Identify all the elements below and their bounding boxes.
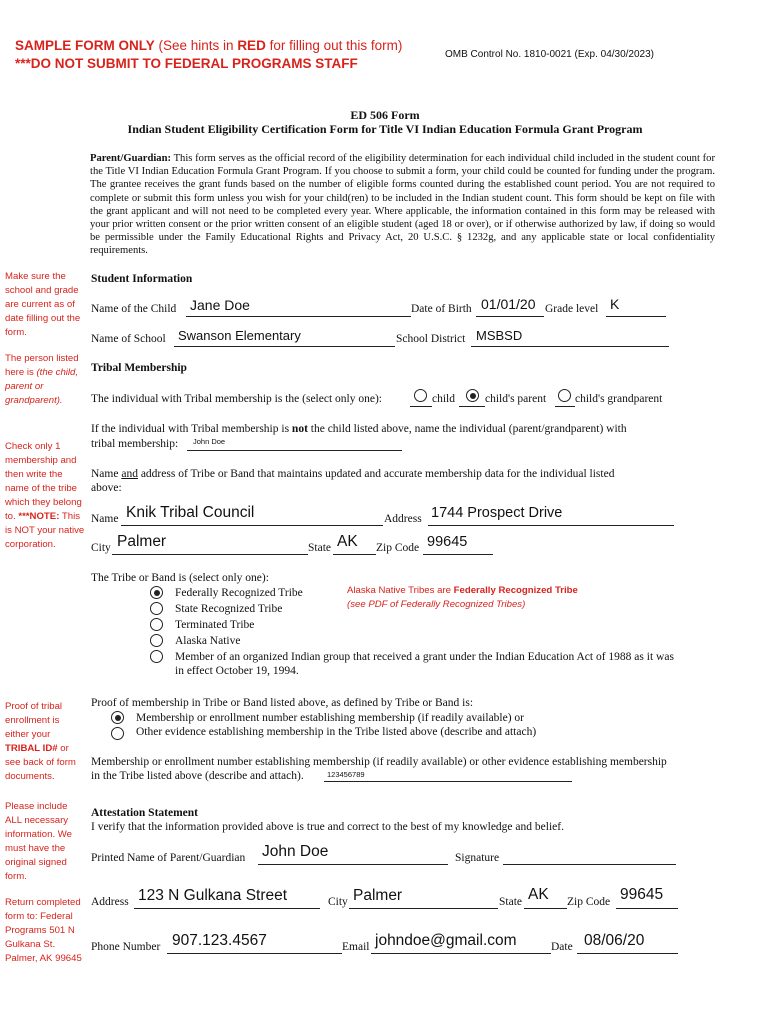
tribe-city-line (112, 554, 308, 555)
grade-label: Grade level (545, 303, 599, 315)
child-name-label: Name of the Child (91, 303, 177, 315)
phone-field[interactable]: 907.123.4567 (172, 932, 267, 949)
proof-desc: Membership or enrollment number establishing membership (if readily available) or other evidence establishing membership (91, 756, 667, 768)
tribe-address-desc-2: above: (91, 482, 122, 494)
opt-grandparent-label: child's grandparent (575, 393, 663, 405)
ifnot-label: tribal membership: (91, 438, 179, 450)
radio-organized-group[interactable] (150, 650, 163, 663)
dob-label: Date of Birth (411, 303, 472, 315)
attest-address-label: Address (91, 896, 129, 908)
email-field[interactable]: johndoe@gmail.com (375, 932, 517, 949)
email-label: Email (342, 941, 370, 953)
tribal-select-label: The individual with Tribal membership is the (select only one): (91, 393, 382, 405)
do-not-submit-warning: ***DO NOT SUBMIT TO FEDERAL PROGRAMS STAFF (15, 56, 358, 71)
email-line (371, 953, 551, 954)
ifnot-b: the child listed above, name the individual (parent/grandparent) with (307, 423, 627, 435)
intro-body: This form serves as the official record of the eligibility determination for each individual child included in the student count for the Title VI Indian Education Formula Grant Program. If you choose to submit a form, your child could be counted for funding under the program. The grantee receives the grant funds based on the number of eligible forms counted during the established count period. You are not required to complete or submit this form unless you wish for your child(ren) to be included in the Indian student count. This form should be kept on file with the grant applicant and will not need to be completed every year. Where applicable, the information contained in this form may be released with your prior written consent or the prior written consent of an eligible student (aged 18 or over), or if otherwise authorized by law, if doing so would be permissible under the Family Educational Rights and Privacy Act, 20 U.S.C. § 1232g, and any applicable state or local confidentiality requirements. (90, 153, 715, 257)
radio-federally-recognized[interactable] (150, 586, 163, 599)
sample-notice (15, 38, 402, 53)
intro-paragraph (90, 152, 715, 258)
school-line (174, 346, 395, 347)
radio-state-recognized[interactable] (150, 602, 163, 615)
attest-zip-field[interactable]: 99645 (620, 886, 664, 903)
tribe-zip-field[interactable]: 99645 (427, 534, 468, 550)
tribe-city-label: City (91, 542, 111, 554)
form-number: ED 506 Form (350, 108, 420, 122)
ifnot-text (91, 423, 627, 435)
hint-alaska-native (347, 585, 578, 596)
attest-city-field[interactable]: Palmer (353, 887, 403, 904)
grade-line (606, 316, 666, 317)
attest-address-line (134, 908, 320, 909)
hint-alaska-a: Alaska Native Tribes are (347, 585, 454, 596)
hint-person-b: (the child, parent or grandparent). (5, 367, 79, 406)
tribe-zip-label: Zip Code (376, 542, 420, 554)
proof-option-2: Other evidence establishing membership in the Tribe listed above (describe and attach) (136, 726, 537, 738)
hint-proof-tribal-id: TRIBAL ID# (5, 743, 58, 754)
radio-child[interactable] (414, 389, 427, 402)
date-label: Date (551, 941, 573, 953)
district-label: School District (396, 333, 466, 345)
attest-zip-line (616, 908, 678, 909)
child-name-line (186, 316, 411, 317)
attest-city-line (349, 908, 498, 909)
tribe-city-field[interactable]: Palmer (117, 533, 167, 550)
sample-hint-open: (See hints in (154, 38, 238, 53)
radio-other-evidence[interactable] (111, 727, 124, 740)
hint-check-one (5, 440, 85, 552)
attest-city-label: City (328, 896, 348, 908)
attest-state-label: State (499, 896, 522, 908)
printed-name-field[interactable]: John Doe (262, 843, 329, 860)
tribe-address-line (428, 525, 674, 526)
addr-and: and (121, 468, 138, 480)
band-option-state: State Recognized Tribe (175, 603, 283, 615)
district-field[interactable]: MSBSD (476, 328, 523, 343)
radio-terminated[interactable] (150, 618, 163, 631)
band-option-organized-cont: in effect October 19, 1994. (175, 665, 299, 677)
sample-hint-close: for filling out this form) (265, 38, 403, 53)
grade-field[interactable]: K (610, 296, 620, 312)
opt-child-line (410, 406, 432, 407)
radio-alaska-native[interactable] (150, 634, 163, 647)
hint-note-text: This is NOT your native corporation. (5, 511, 85, 550)
tribe-name-field[interactable]: Knik Tribal Council (126, 504, 255, 521)
school-field[interactable]: Swanson Elementary (178, 328, 301, 343)
band-option-organized: Member of an organized Indian group that received a grant under the Indian Education Act of 1988 as it was (175, 651, 674, 663)
tribe-address-label: Address (384, 513, 422, 525)
attest-address-field[interactable]: 123 N Gulkana Street (138, 887, 288, 904)
radio-childs-parent[interactable] (466, 389, 479, 402)
opt-child-label: child (432, 393, 455, 405)
printed-name-line (258, 864, 448, 865)
hint-please-include: Please include ALL necessary information. We must have the original signed form. (5, 801, 73, 882)
ifnot-a: If the individual with Tribal membership is (91, 423, 292, 435)
hint-proof (5, 700, 85, 784)
ifnot-line (187, 450, 402, 451)
tribe-name-label: Name (91, 513, 119, 525)
band-option-federal: Federally Recognized Tribe (175, 587, 303, 599)
addr-b: address of Tribe or Band that maintains updated and accurate membership data for the individual listed (137, 468, 615, 480)
opt-parent-label: child's parent (485, 393, 547, 405)
opt-grandparent-line (555, 406, 575, 407)
proof-option-1: Membership or enrollment number establishing membership (if readily available) or (136, 712, 525, 724)
tribe-zip-line (423, 554, 493, 555)
enrollment-number-field[interactable]: 123456789 (327, 770, 365, 779)
date-field[interactable]: 08/06/20 (584, 932, 645, 949)
tribe-state-label: State (308, 542, 331, 554)
hint-proof-c: or see back of form documents. (5, 743, 76, 782)
attest-state-line (524, 908, 567, 909)
dob-field[interactable]: 01/01/20 (481, 296, 536, 312)
student-heading: Student Information (91, 273, 193, 285)
hint-proof-a: Proof of tribal enrollment is either your (5, 701, 63, 740)
proof-line (324, 781, 572, 782)
proof-label: Proof of membership in Tribe or Band listed above, as defined by Tribe or Band is: (91, 697, 474, 709)
attest-state-field[interactable]: AK (528, 886, 549, 903)
tribe-name-line (121, 525, 383, 526)
printed-name-label: Printed Name of Parent/Guardian (91, 852, 246, 864)
dob-line (476, 316, 544, 317)
band-option-terminated: Terminated Tribe (175, 619, 255, 631)
tribe-address-field[interactable]: 1744 Prospect Drive (431, 505, 563, 521)
form-title: Indian Student Eligibility Certification Form for Title VI Indian Education Formula Grant Program (127, 122, 643, 136)
date-line (577, 953, 678, 954)
school-label: Name of School (91, 333, 166, 345)
hint-alaska-pdf: (see PDF of Federally Recognized Tribes) (347, 599, 526, 610)
signature-label: Signature (455, 852, 500, 864)
attest-statement: I verify that the information provided above is true and correct to the best of my knowledge and belief. (91, 821, 564, 833)
hint-note-label: ***NOTE: (18, 511, 60, 522)
hint-return-address: Return completed form to: Federal Programs 501 N Gulkana St. Palmer, AK 99645 (5, 897, 82, 964)
hint-alaska-b: Federally Recognized Tribe (453, 585, 578, 596)
phone-line (167, 953, 342, 954)
radio-enrollment-number[interactable] (111, 711, 124, 724)
band-option-alaska: Alaska Native (175, 635, 241, 647)
omb-control-number: OMB Control No. 1810-0021 (Exp. 04/30/2023) (445, 49, 655, 60)
district-line (471, 346, 669, 347)
signature-line[interactable] (503, 864, 676, 865)
attest-zip-label: Zip Code (567, 896, 611, 908)
hint-person-a: The person listed here is (5, 353, 79, 378)
radio-childs-grandparent[interactable] (558, 389, 571, 402)
hint-check-text: Check only 1 membership and then write the name of the tribe which they belong to. (5, 441, 82, 522)
attest-heading: Attestation Statement (91, 807, 198, 819)
tribe-address-desc (91, 468, 614, 480)
proof-desc-2: in the Tribe listed above (describe and attach). (91, 770, 304, 782)
hint-person (5, 352, 85, 408)
opt-parent-line (459, 406, 485, 407)
band-select-label: The Tribe or Band is (select only one): (91, 572, 269, 584)
sample-hint-red: RED (237, 38, 266, 53)
tribal-heading: Tribal Membership (91, 362, 187, 374)
tribe-state-field[interactable]: AK (337, 533, 358, 550)
hint-grade: Make sure the school and grade are current as of date filling out the form. (5, 271, 81, 338)
tribe-state-line (333, 554, 376, 555)
member-name-field[interactable]: John Doe (193, 437, 226, 446)
phone-label: Phone Number (91, 941, 161, 953)
ifnot-not: not (291, 423, 308, 435)
child-name-field[interactable]: Jane Doe (190, 297, 250, 313)
addr-a: Name (91, 468, 122, 480)
sample-form-only: SAMPLE FORM ONLY (15, 38, 155, 53)
intro-lead: Parent/Guardian: (90, 153, 172, 164)
